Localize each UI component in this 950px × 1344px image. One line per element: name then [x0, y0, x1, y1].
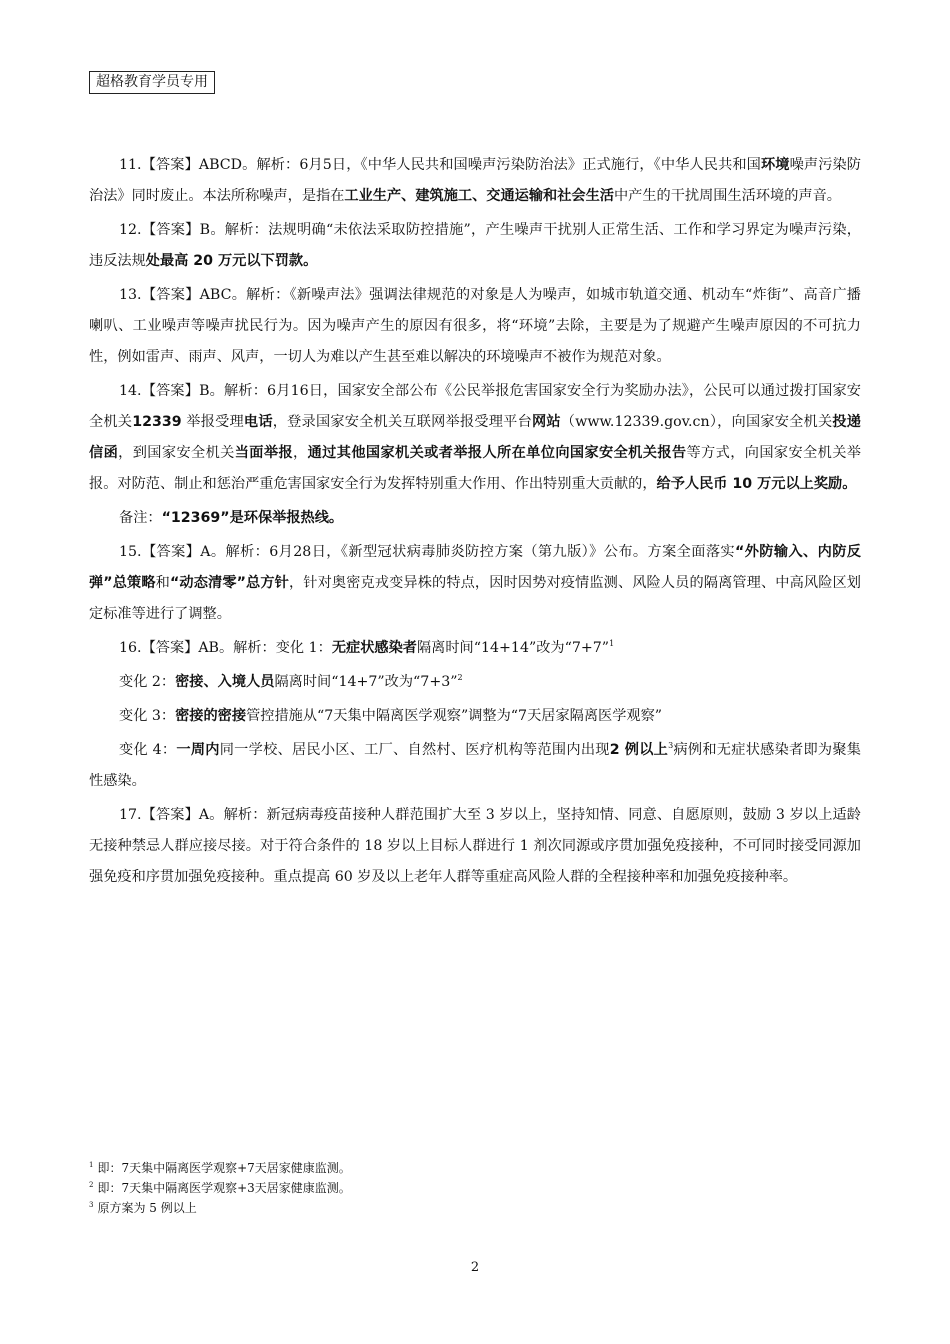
footnote-1: $^1$ 即：7天集中隔离医学观察+7天居家健康监测。	[89, 1161, 351, 1175]
answer-11: 11.【答案】ABCD。解析：6月5日，《中华人民共和国噪声污染防治法》正式施行，《中华人民共和国环境噪声污染防治法》同时废止。本法所称噪声，是指在工业生产、建筑施工、交通运输和社会生活中产生的干扰周围生活环境的声音。	[89, 157, 861, 204]
footnote-ref-2[interactable]: 2	[457, 673, 463, 682]
answer-17: 17.【答案】A。解析：新冠病毒疫苗接种人群范围扩大至 3 岁以上，坚持知情、同意、自愿原则，鼓励 3 岁以上适龄无接种禁忌人群应接尽接。对于符合条件的 18 岁以上目标人群进行 1 剂次同源或序贯加强免疫接种，不可同时接受同源加强免疫和序贯加强免疫接种。重点提高 60 岁及以上老年人群等重症高风险人群的全程接种率和加强免疫接种率。	[89, 807, 861, 885]
answer-13: 13.【答案】ABC。解析：《新噪声法》强调法律规范的对象是人为噪声，如城市轨道交通、机动车“炸街”、高音广播喇叭、工业噪声等噪声扰民行为。因为噪声产生的原因有很多，将“环境”去除，主要是为了规避产生噪声原因的不可抗力性，例如雷声、雨声、风声，一切人为难以产生甚至难以解决的环境噪声不被作为规范对象。	[89, 287, 861, 365]
footnote-2: $^2$ 即：7天集中隔离医学观察+3天居家健康监测。	[89, 1181, 351, 1195]
answer-content	[89, 150, 861, 893]
answer-16: 16.【答案】AB。解析：变化 1：无症状感染者隔离时间“14+14”改为“7+7”$^1$	[119, 639, 615, 656]
change-2: 变化 2：密接、入境人员隔离时间“14+7”改为“7+3”$^2$	[119, 673, 463, 690]
change-3: 变化 3：密接的密接管控措施从“7天集中隔离医学观察”调整为“7天居家隔离医学观察”	[119, 708, 663, 724]
footnotes	[89, 1158, 849, 1218]
header-label: 超格教育学员专用	[89, 71, 215, 94]
answer-14: 14.【答案】B。解析：6月16日，国家安全部公布《公民举报危害国家安全行为奖励办法》，公民可以通过拨打国家安全机关12339 举报受理电话，登录国家安全机关互联网举报受理平台网站（www.12339.gov.cn），向国家安全机关投递信函，到国家安全机关当面举报，通过其他国家机关或者举报人所在单位向国家安全机关报告等方式，向国家安全机关举报。对防范、制止和惩治严重危害国家安全行为发挥特别重大作用、作出特别重大贡献的，给予人民币 10 万元以上奖励。	[89, 383, 861, 492]
remark-line: 备注：“12369”是环保举报热线。	[119, 510, 344, 526]
change-4: 变化 4：一周内同一学校、居民小区、工厂、自然村、医疗机构等范围内出现2 例以上$^3$病例和无症状感染者即为聚集性感染。	[89, 741, 861, 789]
answer-12: 12.【答案】B。解析：法规明确“未依法采取防控措施”，产生噪声干扰别人正常生活、工作和学习界定为噪声污染，违反法规处最高 20 万元以下罚款。	[89, 222, 861, 269]
page-number: 2	[470, 1260, 480, 1275]
footnote-ref-3[interactable]: 3	[668, 741, 674, 750]
footnote-ref-1[interactable]: 1	[609, 639, 615, 648]
answer-15: 15.【答案】A。解析：6月28日，《新型冠状病毒肺炎防控方案（第九版）》公布。方案全面落实“外防输入、内防反弹”总策略和“动态清零”总方针，针对奥密克戎变异株的特点，因时因势对疫情监测、风险人员的隔离管理、中高风险区划定标准等进行了调整。	[89, 544, 861, 622]
footnote-3: $^3$ 原方案为 5 例以上	[89, 1201, 197, 1215]
